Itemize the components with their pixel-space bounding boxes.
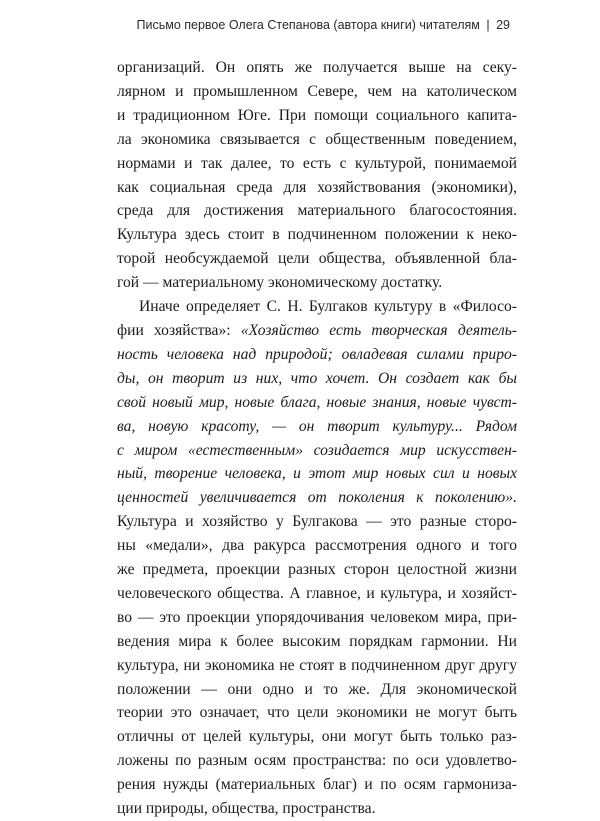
text-line: Культура и хозяйство у Булгакова — это разные сторо- xyxy=(117,513,517,531)
text-line: положении — они одно и то же. Для экономической xyxy=(117,680,517,698)
text-line: лярном и промышленном Севере, чем на католическом xyxy=(117,82,517,100)
text-line: Культура здесь стоит в подчиненном положении к неко- xyxy=(117,226,517,244)
running-header xyxy=(137,18,510,32)
quote-line: ность человека над природой; овладевая силами приро- xyxy=(117,345,517,363)
text-line: организаций. Он опять же получается выше на секу- xyxy=(117,59,517,76)
quote-line: с миром «естественным» созидается мир искусствен- xyxy=(117,441,517,459)
text-line-mixed xyxy=(117,319,517,343)
text-line: нормами и так далее, то есть с культурой, понимаемой xyxy=(117,154,517,172)
quote-line: ценностей увеличивается от поколения к поколению». xyxy=(117,489,517,507)
text-line-part: фии хозяйства»: xyxy=(117,321,231,339)
text-line: же предмета, проекции разных сторон целостной жизни xyxy=(117,561,517,579)
text-line: среда для достижения материального благосостояния. xyxy=(117,202,517,220)
text-line: отличны от целей культуры, они могут быть только раз- xyxy=(117,728,517,746)
text-line: рения нужды (материальных благ) и по осям гармониза- xyxy=(117,776,517,794)
quote-line: ный, творение человека, и этот мир новых сил и новых xyxy=(117,465,517,483)
text-line: ведения мира к более высоким порядкам гармонии. Ни xyxy=(117,632,517,650)
text-line: ла экономика связывается с общественным поведением, xyxy=(117,130,517,148)
quote-line: свой новый мир, новые блага, новые знания, новые чувст- xyxy=(117,393,517,411)
text-line: гой — материальному экономическому достатку. xyxy=(117,274,443,292)
text-line: торой необсуждаемой цели общества, объявленной бла- xyxy=(117,250,517,268)
header-title: Письмо первое Олега Степанова (автора книги) читателям xyxy=(136,18,480,32)
quote-line: ды, он творит из них, что хочет. Он создает как бы xyxy=(117,369,517,387)
text-line: и традиционном Юге. При помощи социального капита- xyxy=(117,106,517,124)
body-text xyxy=(117,56,517,821)
header-separator: | xyxy=(486,18,490,32)
text-line: человеческого общества. А главное, и культура, и хозяйст- xyxy=(117,584,517,602)
quote-line: ва, новую красоту, — он творит культуру... Рядом xyxy=(117,417,517,435)
page-number: 29 xyxy=(496,18,510,32)
quote-text: «Хозяйство есть творческая деятель- xyxy=(240,321,517,339)
text-line: Иначе определяет С. Н. Булгаков культуру в «Филосо- xyxy=(139,298,517,316)
text-line: во — это проекции упорядочивания человеком мира, при- xyxy=(117,608,517,626)
text-line: ции природы, общества, пространства. xyxy=(117,800,376,818)
text-line: ложены по разным осям пространства: по оси удовлетво- xyxy=(117,752,517,770)
text-line: теории это означает, что цели экономики не могут быть xyxy=(117,704,517,722)
text-line: культура, ни экономика не стоят в подчиненном друг другу xyxy=(117,656,517,674)
text-line: ны «медали», два ракурса рассмотрения одного и того xyxy=(117,537,517,555)
text-line: как социальная среда для хозяйствования (экономики), xyxy=(117,178,517,196)
